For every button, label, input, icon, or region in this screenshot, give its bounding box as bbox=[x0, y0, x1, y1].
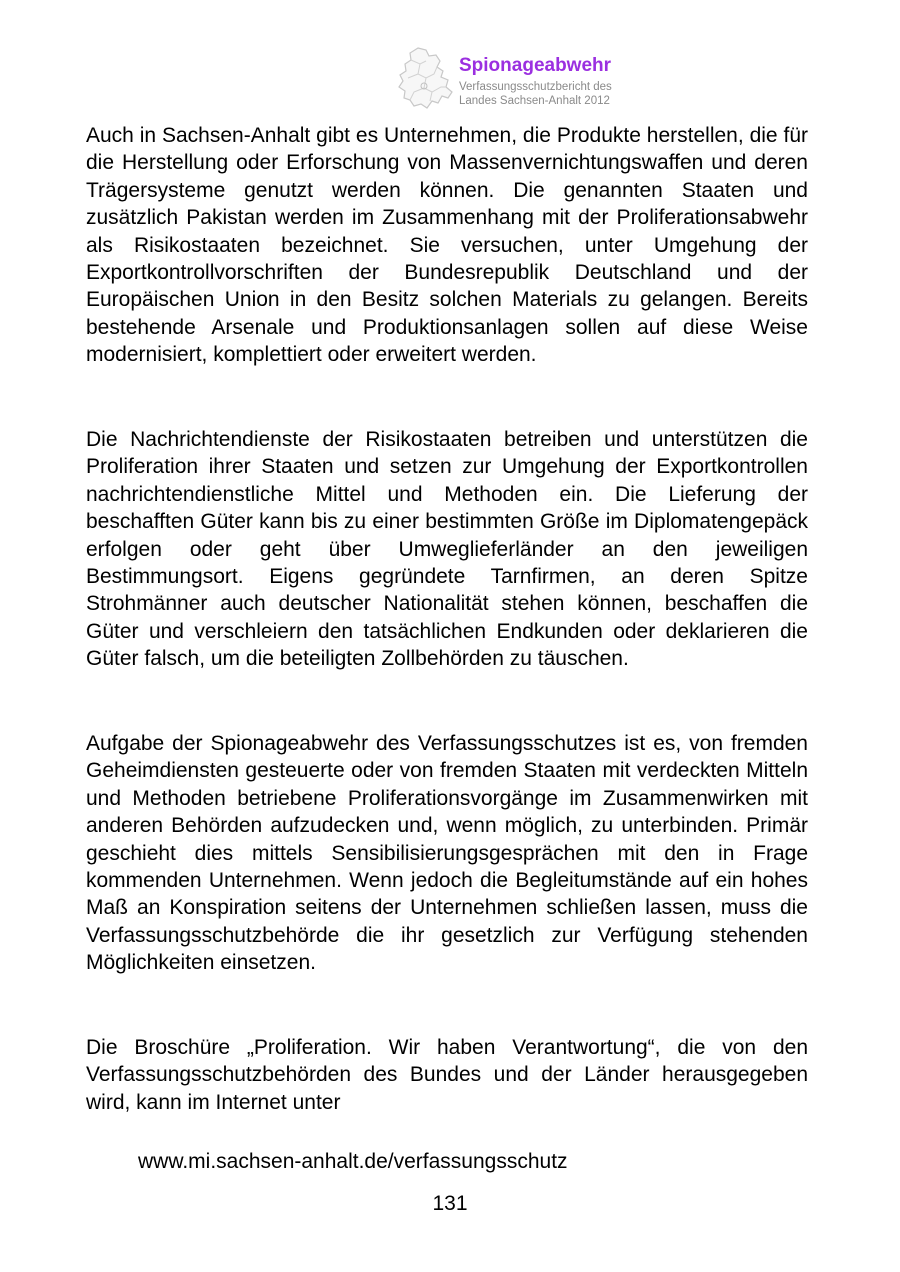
website-url: www.mi.sachsen-anhalt.de/verfassungsschutz bbox=[138, 1150, 568, 1173]
section-title: Spionageabwehr bbox=[459, 55, 612, 76]
report-subtitle-line-1: Verfassungsschutzbericht des bbox=[459, 81, 612, 93]
paragraph-4: Die Broschüre „Proliferation. Wir haben Verantwortung“, die von den Verfassungsschutzbehörden des Bundes und der Länder herausgegeben wird, kann im Internet unter bbox=[86, 1036, 808, 1114]
paragraph-1: Auch in Sachsen-Anhalt gibt es Unternehmen, die Produkte herstellen, die für die Herstellung oder Erforschung von Massenvernichtungswaffen und deren Trägersysteme genutzt werden können. Die genannten Staaten und zusätzlich Pakistan werden im Zusammenhang mit der Proliferationsabwehr als Risikostaaten bezeichnet. Sie versuchen, unter Umgehung der Exportkontrollvorschriften der Bundesrepublik Deutschland und der Europäischen Union in den Besitz solchen Materials zu gelangen. Bereits bestehende Arsenale und Produktionsanlagen sollen auf diese Weise modernisiert, komplettiert oder erweitert werden. bbox=[86, 124, 808, 367]
body-text bbox=[86, 122, 808, 1116]
paragraph-3: Aufgabe der Spionageabwehr des Verfassungsschutzes ist es, von fremden Geheimdiensten gesteuerte oder von fremden Staaten mit verdeckten Mitteln und Methoden betriebene Proliferationsvorgänge im Zusammenwirken mit anderen Behörden aufzudecken und, wenn möglich, zu unterbinden. Primär geschieht dies mittels Sensibilisierungsgesprächen mit den in Frage kommenden Unternehmen. Wenn jedoch die Begleitumstände auf ein hohes Maß an Konspiration seitens der Unternehmen schließen lassen, muss die Verfassungsschutzbehörde die ihr gesetzlich zur Verfügung stehenden Möglichkeiten einsetzen. bbox=[86, 732, 808, 975]
paragraph-2: Die Nachrichtendienste der Risikostaaten betreiben und unterstützen die Proliferation ihrer Staaten und setzen zur Umgehung der Exportkontrollen nachrichtendienstliche Mittel und Methoden ein. Die Lieferung der beschafften Güter kann bis zu einer bestimmten Größe im Diplomatengepäck erfolgen oder geht über Umweglieferländer an den jeweiligen Bestimmungsort. Eigens gegründete Tarnfirmen, an deren Spitze Strohmänner auch deutscher Nationalität stehen können, beschaffen die Güter und verschleiern den tatsächlichen Endkunden oder deklarieren die Güter falsch, um die beteiligten Zollbehörden zu täuschen. bbox=[86, 428, 808, 671]
sachsen-anhalt-map-icon bbox=[396, 46, 456, 114]
page-header bbox=[396, 46, 656, 116]
report-subtitle-line-2: Landes Sachsen-Anhalt 2012 bbox=[459, 95, 610, 107]
page-number: 131 bbox=[432, 1192, 468, 1215]
